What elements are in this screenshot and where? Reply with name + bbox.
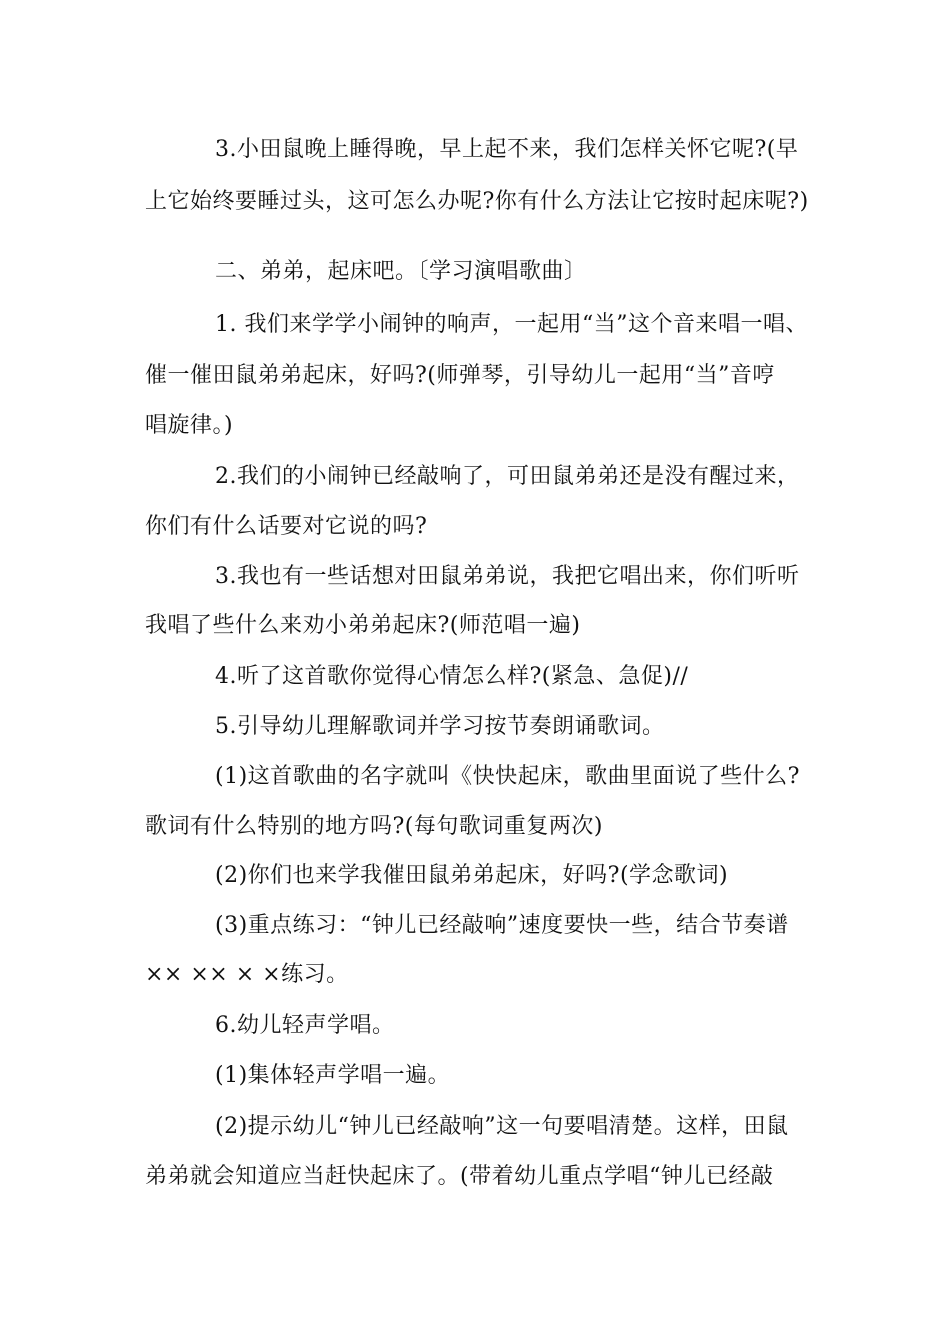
text-line: (2)你们也来学我催田鼠弟弟起床，好吗?(学念歌词) bbox=[215, 863, 729, 888]
section-heading: 二、弟弟，起床吧。〔学习演唱歌曲〕 bbox=[215, 259, 587, 284]
text-line: 1. 我们来学学小闹钟的响声，一起用“当”这个音来唱一唱、 bbox=[215, 312, 808, 337]
text-line: 4.听了这首歌你觉得心情怎么样?(紧急、急促)// bbox=[215, 664, 689, 689]
text-line: 歌词有什么特别的地方吗?(每句歌词重复两次) bbox=[145, 814, 603, 839]
text-line: 上它始终要睡过头，这可怎么办呢?你有什么方法让它按时起床呢?) bbox=[145, 189, 809, 214]
text-line: (1)这首歌曲的名字就叫《快快起床，歌曲里面说了些什么? bbox=[215, 764, 800, 789]
text-line: (2)提示幼儿“钟儿已经敲响”这一句要唱清楚。这样，田鼠 bbox=[215, 1114, 789, 1139]
text-line: 弟弟就会知道应当赶快起床了。(带着幼儿重点学唱“钟儿已经敲 bbox=[145, 1164, 774, 1189]
text-line: 我唱了些什么来劝小弟弟起床?(师范唱一遍) bbox=[145, 613, 581, 638]
text-line: ×× ×× × ×练习。 bbox=[145, 962, 349, 987]
text-line: 你们有什么话要对它说的吗? bbox=[145, 514, 428, 539]
text-line: 2.我们的小闹钟已经敲响了，可田鼠弟弟还是没有醒过来， bbox=[215, 464, 800, 489]
text-line: 5.引导幼儿理解歌词并学习按节奏朗诵歌词。 bbox=[215, 714, 665, 739]
text-line: 3.小田鼠晚上睡得晚，早上起不来，我们怎样关怀它呢?(早 bbox=[215, 137, 799, 162]
text-line: 6.幼儿轻声学唱。 bbox=[215, 1013, 395, 1038]
text-line: (3)重点练习：“钟儿已经敲响”速度要快一些，结合节奏谱 bbox=[215, 913, 789, 938]
text-line: (1)集体轻声学唱一遍。 bbox=[215, 1063, 451, 1088]
text-line: 3.我也有一些话想对田鼠弟弟说，我把它唱出来，你们听听 bbox=[215, 564, 800, 589]
text-line: 催一催田鼠弟弟起床，好吗?(师弹琴，引导幼儿一起用“当”音哼 bbox=[145, 363, 775, 388]
text-line: 唱旋律。) bbox=[145, 413, 234, 438]
